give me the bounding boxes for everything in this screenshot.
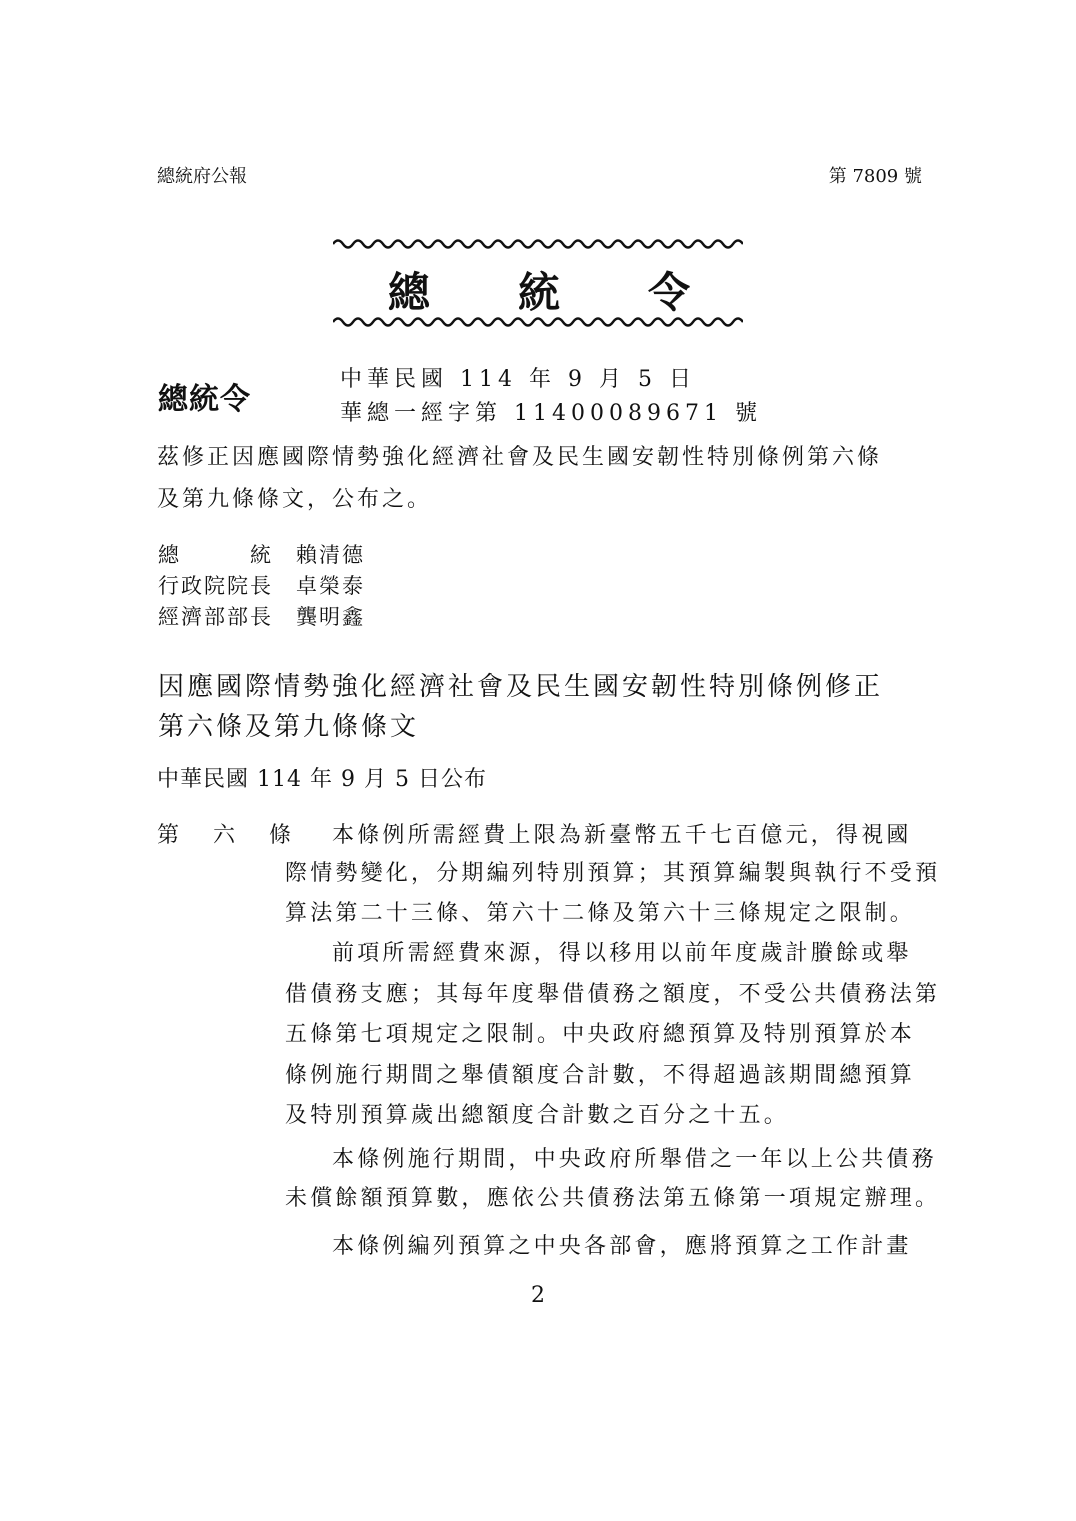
order-date: 中華民國 114 年 9 月 5 日 <box>340 367 696 392</box>
page-number: 2 <box>531 1283 545 1308</box>
order-number: 華總一經字第 11400089671 號 <box>340 401 762 426</box>
signatory-name: 賴清德 <box>296 543 365 567</box>
article-label: 第 六 條 <box>157 823 298 848</box>
signatory-minister <box>158 601 365 631</box>
signatory-name: 龔明鑫 <box>296 605 365 629</box>
article-line-4: 前項所需經費來源，得以移用以前年度歲計賸餘或舉 <box>332 941 912 966</box>
article-line-10: 未償餘額預算數，應依公共債務法第五條第一項規定辦理。 <box>285 1186 941 1211</box>
article-line-9: 本條例施行期間，中央政府所舉借之一年以上公共債務 <box>332 1147 937 1172</box>
order-label: 總統令 <box>158 382 251 417</box>
article-line-1: 本條例所需經費上限為新臺幣五千七百億元，得視國 <box>332 823 912 848</box>
issue-number: 第 7809 號 <box>828 166 922 187</box>
article-line-2: 際情勢變化，分期編列特別預算；其預算編製與執行不受預 <box>285 861 941 886</box>
article-line-8: 及特別預算歲出總額度合計數之百分之十五。 <box>285 1103 790 1128</box>
signatory-title: 經濟部部長 <box>158 605 273 629</box>
article-line-5: 借債務支應；其每年度舉借債務之額度，不受公共債務法第 <box>285 982 941 1007</box>
signatory-title: 行政院院長 <box>158 574 273 598</box>
banner-char-1: 總 <box>388 268 431 317</box>
article-line-11: 本條例編列預算之中央各部會，應將預算之工作計畫 <box>332 1234 912 1259</box>
law-title-line-2: 第六條及第九條條文 <box>158 712 420 742</box>
signatory-president <box>158 539 365 569</box>
signatory-premier <box>158 570 365 600</box>
article-line-7: 條例施行期間之舉債額度合計數，不得超過該期間總預算 <box>285 1063 916 1088</box>
signatory-name: 卓榮泰 <box>296 574 365 598</box>
article-line-6: 五條第七項規定之限制。中央政府總預算及特別預算於本 <box>285 1022 916 1047</box>
publication-name: 總統府公報 <box>157 166 247 187</box>
promulgation-date: 中華民國 114 年 9 月 5 日公布 <box>157 767 487 792</box>
law-title-line-1: 因應國際情勢強化經濟社會及民生國安韌性特別條例修正 <box>158 672 884 702</box>
signatory-title: 總 統 <box>158 543 273 567</box>
article-line-3: 算法第二十三條、第六十二條及第六十三條規定之限制。 <box>285 901 916 926</box>
order-text-line-1: 茲修正因應國際情勢強化經濟社會及民生國安韌性特別條例第六條 <box>157 445 883 470</box>
banner-char-2: 統 <box>518 268 561 317</box>
order-text-line-2: 及第九條條文，公布之。 <box>157 487 433 512</box>
bottom-wave-rule <box>333 314 743 330</box>
top-wave-rule <box>333 236 743 252</box>
banner-char-3: 令 <box>648 268 691 317</box>
